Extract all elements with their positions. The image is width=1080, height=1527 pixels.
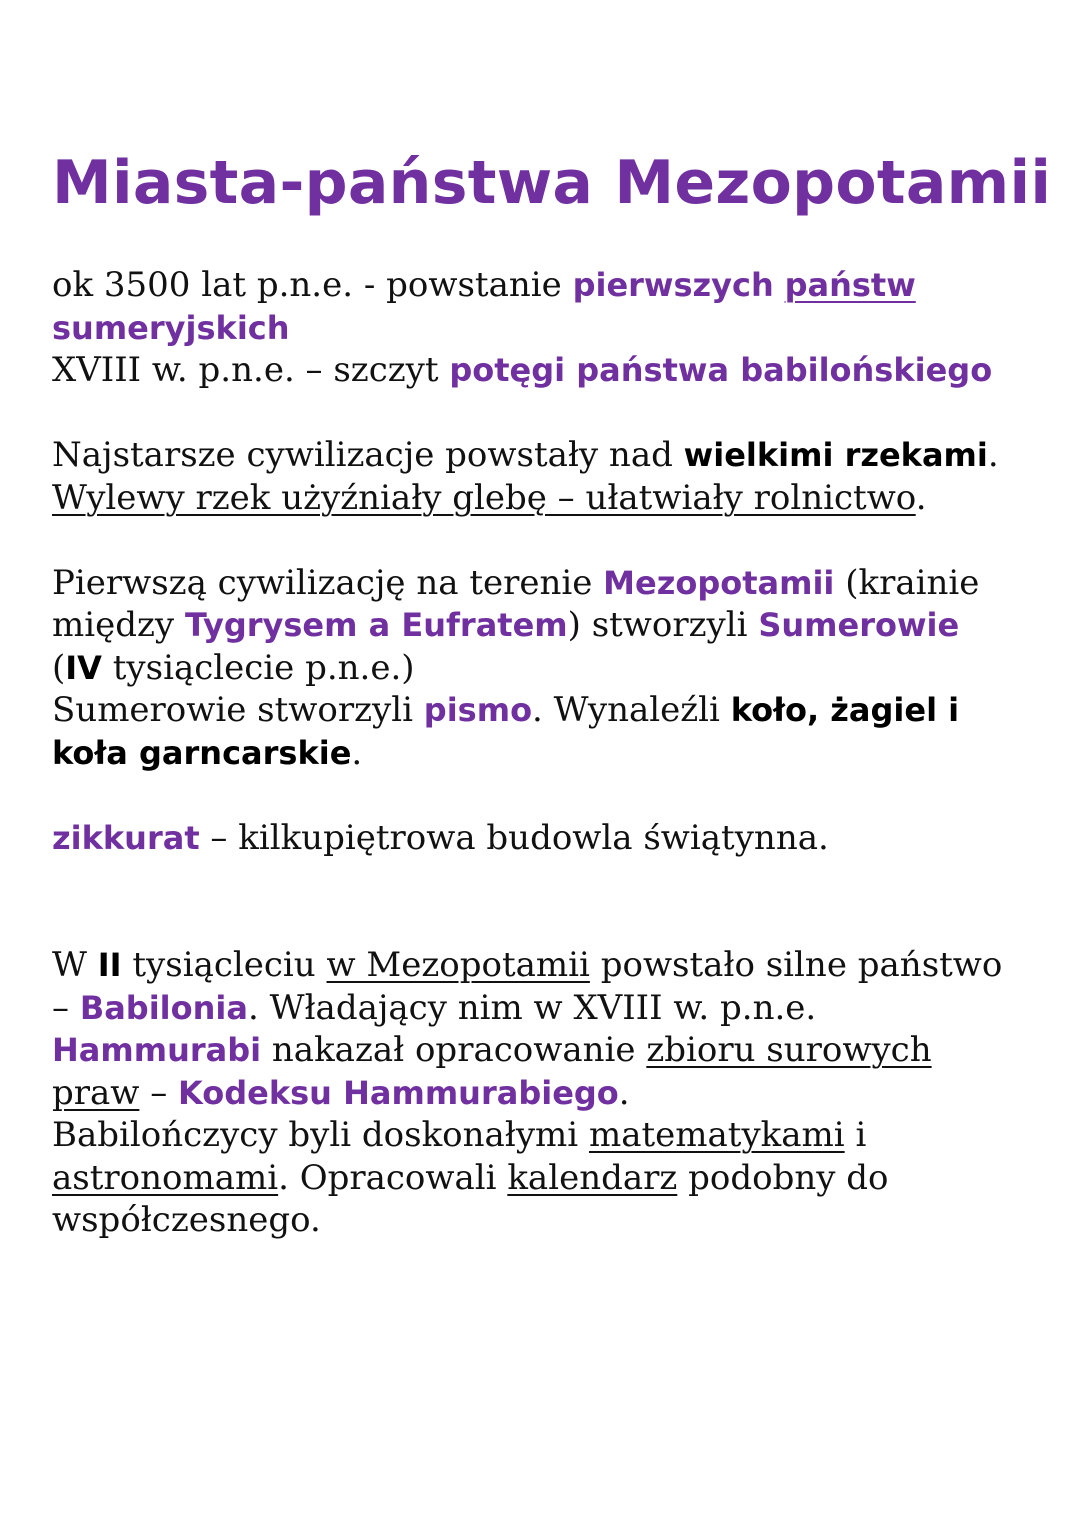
highlight-hammurabi: Hammurabi: [52, 1031, 262, 1069]
bold-ii: II: [97, 946, 122, 984]
underlined-mathematicians: matematykami: [588, 1115, 845, 1155]
babylon-line-7: współczesnego.: [52, 1200, 321, 1240]
underlined-law-collection: zbioru surowych: [646, 1030, 932, 1070]
babylon-line-5: Babilończycy byli doskonałymi matematykami i: [52, 1115, 867, 1155]
sumer-paragraph: [52, 562, 1062, 775]
babylon-line-3: Hammurabi nakazał opracowanie zbioru surowych: [52, 1030, 932, 1070]
timeline-line-1: ok 3500 lat p.n.e. - powstanie pierwszych państw: [52, 265, 916, 305]
highlight-pismo: pismo: [423, 691, 533, 729]
ziggurat-line: zikkurat – kilkupiętrowa budowla świątynna.: [52, 817, 829, 858]
underlined-floods: Wylewy rzek użyźniały glebę – ułatwiały rolnictwo: [52, 477, 916, 518]
page-title: Miasta-państwa Mezopotamii: [52, 148, 1052, 218]
babylon-line-2: – Babilonia. Władający nim w XVIII w. p.n.e.: [52, 987, 817, 1028]
rivers-line-2: Wylewy rzek użyźniały glebę – ułatwiały rolnictwo.: [52, 477, 927, 518]
underlined-calendar: kalendarz: [507, 1157, 678, 1198]
rivers-line-1: Najstarsze cywilizacje powstały nad wielkimi rzekami.: [52, 435, 999, 475]
ziggurat-paragraph: [52, 817, 1062, 860]
highlight-mezopotamii: Mezopotamii: [603, 563, 835, 602]
bold-inventions: koło, żagiel i: [730, 691, 960, 729]
timeline-line-2: [52, 307, 1062, 350]
highlight-zikkurat: zikkurat: [52, 818, 200, 857]
babylon-line-4: praw – Kodeksu Hammurabiego.: [52, 1072, 630, 1113]
timeline-paragraph: [52, 264, 1062, 392]
sumer-line-2: między Tygrysem a Eufratem) stworzyli Sumerowie: [52, 605, 960, 645]
underlined-praw: praw: [52, 1072, 140, 1113]
timeline-line-3: XVIII w. p.n.e. – szczyt potęgi państwa babilońskiego: [52, 350, 993, 390]
bold-potters-wheel: koła garncarskie: [52, 733, 352, 772]
sumer-line-3: (IV tysiąclecie p.n.e.): [52, 647, 415, 688]
bold-great-rivers: wielkimi rzekami: [683, 436, 988, 474]
underlined-astronomers: astronomami: [52, 1157, 279, 1198]
highlight-babylon-power: potęgi państwa babilońskiego: [449, 351, 993, 389]
underlined-in-mesopotamia: w Mezopotamii: [326, 945, 590, 985]
rivers-paragraph: [52, 434, 1062, 519]
highlight-panstw: państw: [784, 266, 916, 304]
babylon-paragraph: [52, 944, 1062, 1242]
bold-iv: IV: [65, 648, 102, 687]
sumer-line-1: Pierwszą cywilizację na terenie Mezopotamii (krainie: [52, 562, 980, 603]
document-page: [52, 148, 1062, 1242]
sumer-line-4: Sumerowie stworzyli pismo. Wynaleźli koło, żagiel i: [52, 690, 960, 730]
highlight-code-hammurabi: Kodeksu Hammurabiego: [178, 1073, 619, 1112]
highlight-sumeryjskich: sumeryjskich: [52, 308, 290, 347]
highlight-pierwszych: pierwszych: [572, 266, 774, 304]
sumer-line-5: koła garncarskie.: [52, 732, 363, 773]
babylon-line-6: astronomami. Opracowali kalendarz podobny do: [52, 1157, 889, 1198]
highlight-babilonia: Babilonia: [79, 988, 248, 1027]
babylon-line-1: W II tysiącleciu w Mezopotamii powstało silne państwo: [52, 945, 1003, 985]
highlight-rivers-names: Tygrysem a Eufratem: [184, 606, 568, 644]
highlight-sumerowie: Sumerowie: [758, 606, 960, 644]
